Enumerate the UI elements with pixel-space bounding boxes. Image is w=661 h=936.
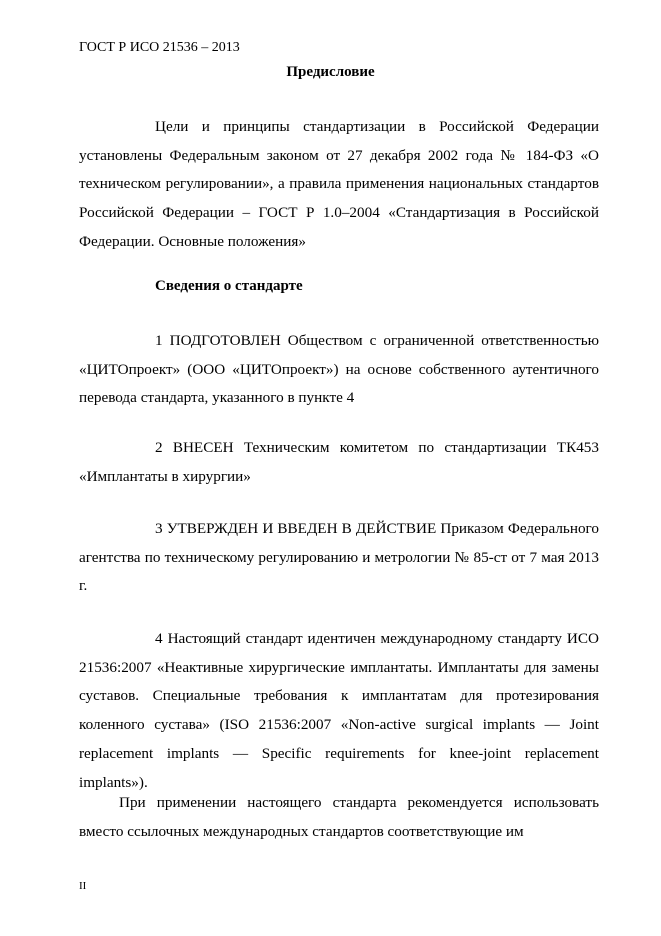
page-title: Предисловие	[286, 64, 375, 80]
document-header: ГОСТ Р ИСО 21536 – 2013	[79, 40, 240, 55]
item-4-identical-standard: 4 Настоящий стандарт идентичен международному стандарту ИСО 21536:2007 «Неактивные хирургические имплантаты. Имплантаты для замены суставов. Специальные требования к имплантатам для протезирования коленного сустава» (ISO 21536:2007 «Non-active surgical implants — Joint replacement implants — Specific requirements for knee-joint replacement implants»).	[79, 630, 599, 791]
continuation-paragraph: При применении настоящего стандарта рекомендуется использовать вместо ссылочных международных стандартов соответствующие им	[79, 794, 599, 840]
page-number: II	[79, 880, 87, 892]
item-3-approved: 3 УТВЕРЖДЕН И ВВЕДЕН В ДЕЙСТВИЕ Приказом Федерального агентства по техническому регулированию и метрологии № 85-ст от 7 мая 2013 г.	[79, 520, 599, 595]
section-heading: Сведения о стандарте	[155, 278, 303, 294]
item-1-prepared: 1 ПОДГОТОВЛЕН Обществом с ограниченной ответственностью «ЦИТОпроект» (ООО «ЦИТОпроект») на основе собственного аутентичного перевода стандарта, указанного в пункте 4	[79, 332, 599, 407]
item-2-submitted: 2 ВНЕСЕН Техническим комитетом по стандартизации ТК453 «Имплантаты в хирургии»	[79, 439, 599, 485]
intro-paragraph: Цели и принципы стандартизации в Российской Федерации установлены Федеральным законом от 27 декабря 2002 года № 184-ФЗ «О техническом регулировании», а правила применения национальных стандартов Российской Федерации – ГОСТ Р 1.0–2004 «Стандартизация в Российской Федерации. Основные положения»	[79, 118, 599, 250]
